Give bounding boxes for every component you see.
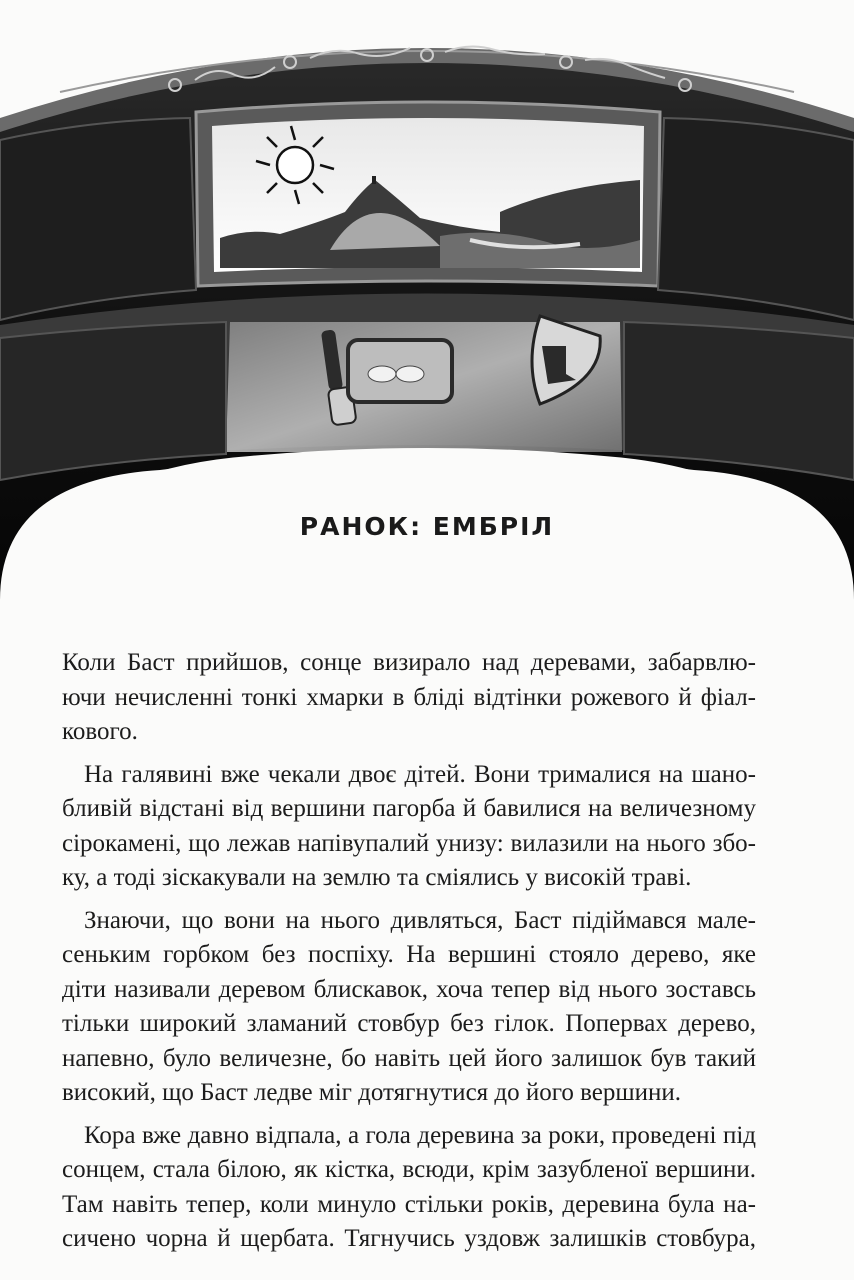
text-line: Кора вже давно відпала, а гола деревина за роки, проведені під [84,1121,756,1149]
text-line: сірокамені, що лежав напівупалий унизу: вилазили на нього збо- [62,829,756,857]
text-line: кового. [62,718,138,745]
text-line: сонцем, стала білою, як кістка, всюди, крім зазубленої вершини. [62,1156,756,1183]
text-line: Коли Баст прийшов, сонце визирало над деревами, забарвлю- [62,649,756,676]
chapter-header-illustration [0,0,854,600]
text-line: сеньким горбком без поспіху. На вершині стояло дерево, яке [62,941,756,968]
text-line: Знаючи, що вони на нього дивляться, Баст підіймався мале- [84,906,756,934]
text-line: високий, що Баст ледве міг дотягнутися до його вершини. [62,1079,682,1106]
body-text [62,646,756,1265]
text-line: сичено чорна й щербата. Тягнучись уздовж залишків стовбура, [62,1225,756,1252]
text-line: напевно, було величезне, бо навіть цей його залишок був такий [62,1044,756,1072]
sun-icon [256,126,334,204]
text-line: тільки широкий зламаний стовбур без гілок. Поперваx дерево, [62,1010,756,1037]
text-line: На галявині вже чекали двоє дітей. Вони трималися на шано- [84,760,756,788]
chapter-title: РАНОК: ЕМБРІЛ [299,512,555,541]
text-line: ку, а тоді зіскакували на землю та сміялись у високій траві. [62,864,692,891]
rabbit-box-icon [348,340,452,402]
text-line: Там навіть тепер, коли минуло стільки років, деревина була на- [62,1190,756,1218]
text-line: діти називали деревом блискавок, хоча тепер від нього зоставсь [62,975,756,1003]
text-line: ючи нечисленні тонкі хмарки в бліді відтінки рожевого й фіал- [62,683,756,711]
text-line: бливій відстані від вершини пагорба й бавилися на величезному [62,795,756,822]
